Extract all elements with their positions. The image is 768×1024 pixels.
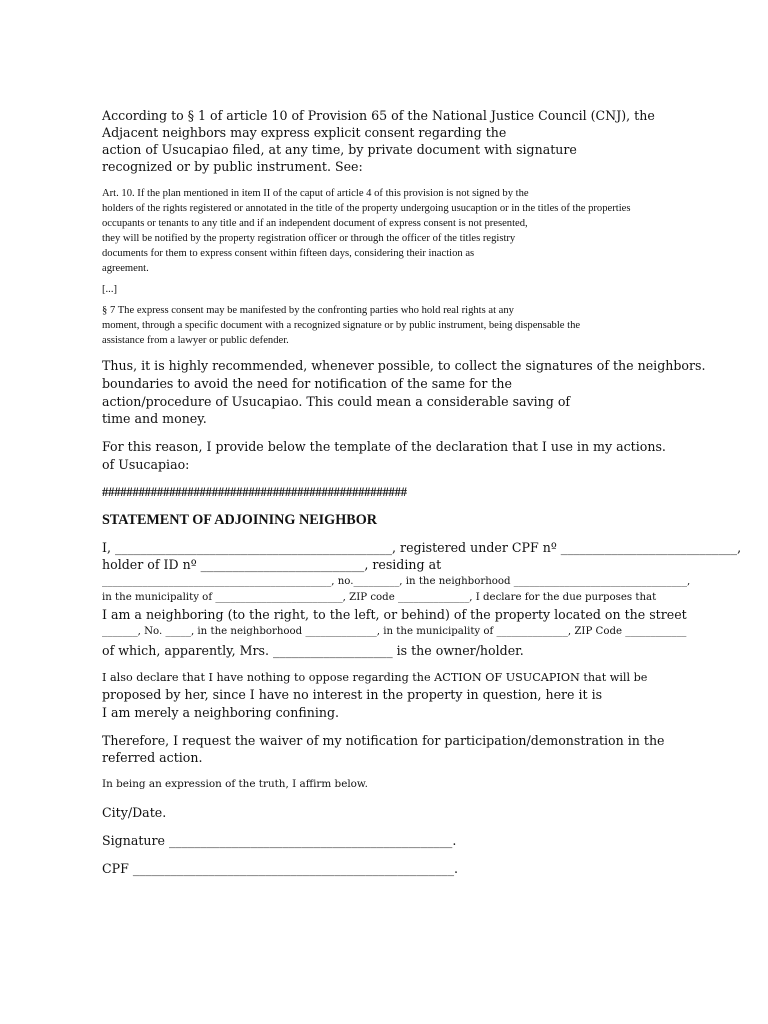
article-ellipsis: [...] — [102, 284, 118, 295]
cpf-field: CPF ___________________________________________________. — [102, 861, 458, 876]
signature-field: Signature _____________________________________________. — [102, 833, 457, 848]
template-intro-line: of Usucapiao: — [102, 457, 190, 472]
form-line-owner: of which, apparently, Mrs. ___________________ is the owner/holder. — [102, 643, 524, 658]
intro-line: recognized or by public instrument. See: — [102, 159, 363, 174]
declaration-line: I also declare that I have nothing to oppose regarding the ACTION OF USUCAPION that will be — [102, 671, 648, 684]
waiver-line: referred action. — [102, 750, 203, 765]
article-line: occupants or tenants to any title and if an independent document of express consent is not presented, — [102, 218, 528, 229]
recommendation-line: boundaries to avoid the need for notification of the same for the — [102, 376, 512, 391]
article-line: they will be notified by the property registration officer or through the officer of the titles registry — [102, 233, 516, 244]
statement-title: STATEMENT OF ADJOINING NEIGHBOR — [102, 512, 377, 528]
intro-line: According to § 1 of article 10 of Provision 65 of the National Justice Council (CNJ), the — [102, 108, 655, 123]
form-line-address: _____________________________________________, no._________, in the neighborhood __________________________________, — [102, 576, 691, 587]
article-line: Art. 10. If the plan mentioned in item II of the caput of article 4 of this provision is not signed by the — [102, 188, 529, 199]
declaration-line: I am merely a neighboring confining. — [102, 705, 340, 720]
form-line-property: I am a neighboring (to the right, to the left, or behind) of the property located on the street — [102, 607, 687, 622]
form-line-name-cpf: I, ____________________________________________, registered under CPF nº ____________________________, — [102, 540, 742, 555]
recommendation-line: Thus, it is highly recommended, whenever possible, to collect the signatures of the neighbors. — [102, 358, 706, 373]
article-line: agreement. — [102, 263, 149, 274]
paragraph7-line: moment, through a specific document with a recognized signature or by public instrument, being dispensable the — [102, 320, 581, 331]
article-line: documents for them to express consent within fifteen days, considering their inaction as — [102, 248, 475, 259]
paragraph7-line: § 7 The express consent may be manifested by the confronting parties who hold real rights at any — [102, 305, 514, 316]
truth-statement: In being an expression of the truth, I affirm below. — [102, 778, 368, 790]
recommendation-line: action/procedure of Usucapiao. This could mean a considerable saving of — [102, 394, 571, 409]
form-line-id: holder of ID nº __________________________, residing at — [102, 557, 442, 572]
intro-line: Adjacent neighbors may express explicit consent regarding the — [102, 125, 507, 140]
declaration-line: proposed by her, since I have no interest in the property in question, here it is — [102, 687, 603, 702]
article-line: holders of the rights registered or annotated in the title of the property undergoing usucaption or in the titles of the properties — [102, 203, 631, 214]
separator-line: ################################################## — [102, 485, 407, 499]
recommendation-line: time and money. — [102, 411, 207, 426]
city-date-field: City/Date. — [102, 805, 167, 820]
form-line-municipality: in the municipality of _________________________, ZIP code ______________, I declare for the due purposes that — [102, 592, 657, 603]
template-intro-line: For this reason, I provide below the template of the declaration that I use in my actions. — [102, 439, 666, 454]
intro-line: action of Usucapiao filed, at any time, by private document with signature — [102, 142, 577, 157]
paragraph7-line: assistance from a lawyer or public defender. — [102, 335, 289, 346]
waiver-line: Therefore, I request the waiver of my notification for participation/demonstration in the — [102, 733, 665, 748]
form-line-street: _______, No. _____, in the neighborhood ______________, in the municipality of ______________, ZIP Code ____________ — [102, 626, 687, 637]
